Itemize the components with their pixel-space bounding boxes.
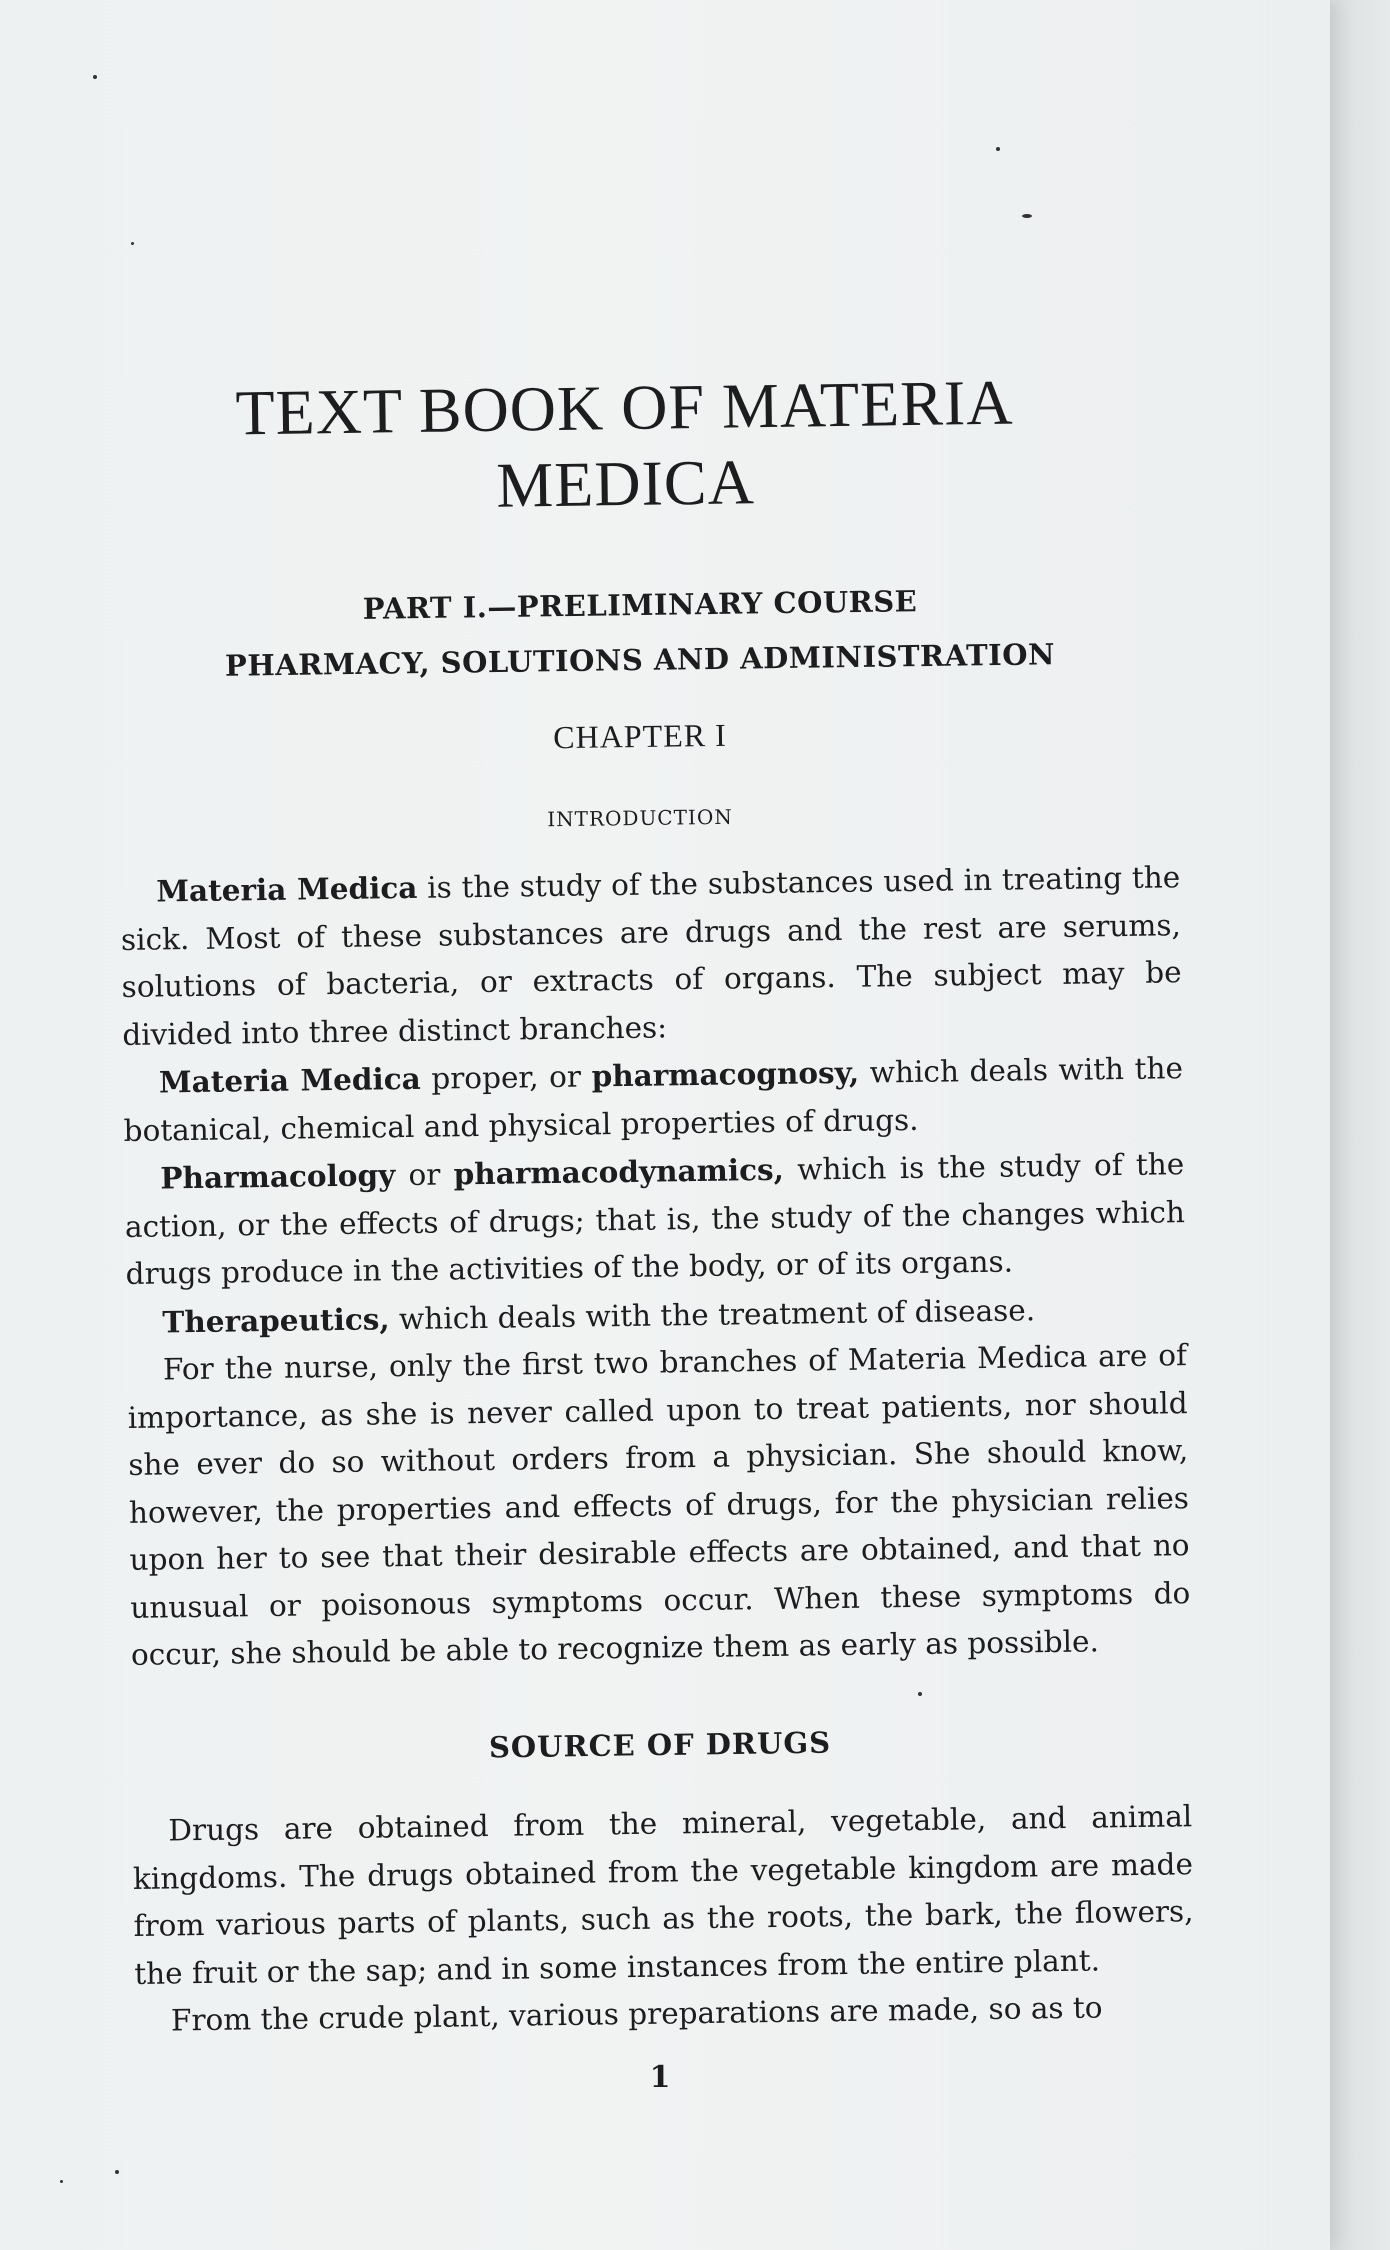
paper-speck — [93, 75, 97, 79]
paper-speck — [918, 1692, 922, 1696]
paragraph-pharmacognosy — [123, 1044, 1184, 1155]
term-materia-medica-proper: Materia Medica — [158, 1060, 422, 1100]
paper-speck — [60, 2180, 63, 2183]
part-heading: PART I.—PRELIMINARY COURSE — [362, 584, 918, 626]
paragraph-text: For the nurse, only the first two branches of Materia Medica are of importance, as she is never called upon to treat patients, nor should she ever do so without orders from a physician. She should know, however, the properties and effects of drugs, for the physician relies upon her to see that their desirable effects are obtained, and that no unusual or poisonous symptoms occur. When these symptoms do occur, she should be able to recognize them as early as possible. — [127, 1338, 1191, 1672]
paragraph-materia-medica — [120, 853, 1183, 1059]
paragraph-text: which deals with the treatment of disease. — [389, 1292, 1036, 1336]
introduction-heading: INTRODUCTION — [547, 804, 733, 832]
book-title-line1: TEXT BOOK OF MATERIA — [235, 366, 1014, 449]
source-of-drugs-heading: SOURCE OF DRUGS — [488, 1725, 832, 1765]
paper-speck — [1022, 214, 1032, 218]
page-edge-shadow — [1330, 0, 1390, 2250]
term-materia-medica: Materia Medica — [156, 869, 418, 909]
term-therapeutics: Therapeutics, — [162, 1300, 390, 1339]
paper-speck — [996, 147, 1000, 151]
book-title-line2: MEDICA — [495, 446, 756, 521]
paragraph-text: which is the study of the action, or the effects of drugs; that is, the study of the changes which drugs produce in the activities of the body, or of its organs. — [124, 1147, 1186, 1291]
term-pharmacology: Pharmacology — [160, 1157, 396, 1196]
book-title — [119, 363, 1131, 529]
paragraph-source-1: Drugs are obtained from the mineral, vegetable, and animal kingdoms. The drugs obtained from the vegetable kingdom are made from various parts of plants, such as the roots, the bark, the flowers, the fruit or the sap; and in some instances from the entire plant. — [132, 1799, 1194, 1991]
paragraph-pharmacology — [124, 1140, 1186, 1298]
part-subtitle: PHARMACY, SOLUTIONS AND ADMINISTRATION — [224, 637, 1056, 683]
paper-speck — [131, 242, 134, 245]
paragraph-text: proper, or — [420, 1059, 592, 1096]
term-pharmacodynamics: pharmacodynamics, — [453, 1151, 785, 1192]
paragraph-text: or — [394, 1157, 454, 1193]
paragraph-text: is the study of the substances used in treating the sick. Most of these substances are drugs and the rest are serums, solutions of bacteria, or extracts of organs. The subject may be divided into three distinct branches: — [120, 860, 1182, 1052]
source-of-drugs-body — [132, 1793, 1195, 2045]
paragraph-nurse — [127, 1332, 1192, 1679]
paper-speck — [115, 2170, 119, 2174]
paragraph-source-2: From the crude plant, various preparations are made, so as to — [170, 1990, 1103, 2038]
introduction-body — [120, 853, 1191, 1679]
term-pharmacognosy: pharmacognosy, — [591, 1054, 860, 1094]
chapter-heading: CHAPTER I — [553, 716, 727, 756]
paragraph-text: which deals with the botanical, chemical and physical properties of drugs. — [123, 1051, 1184, 1148]
page-number: 1 — [649, 2060, 671, 2095]
